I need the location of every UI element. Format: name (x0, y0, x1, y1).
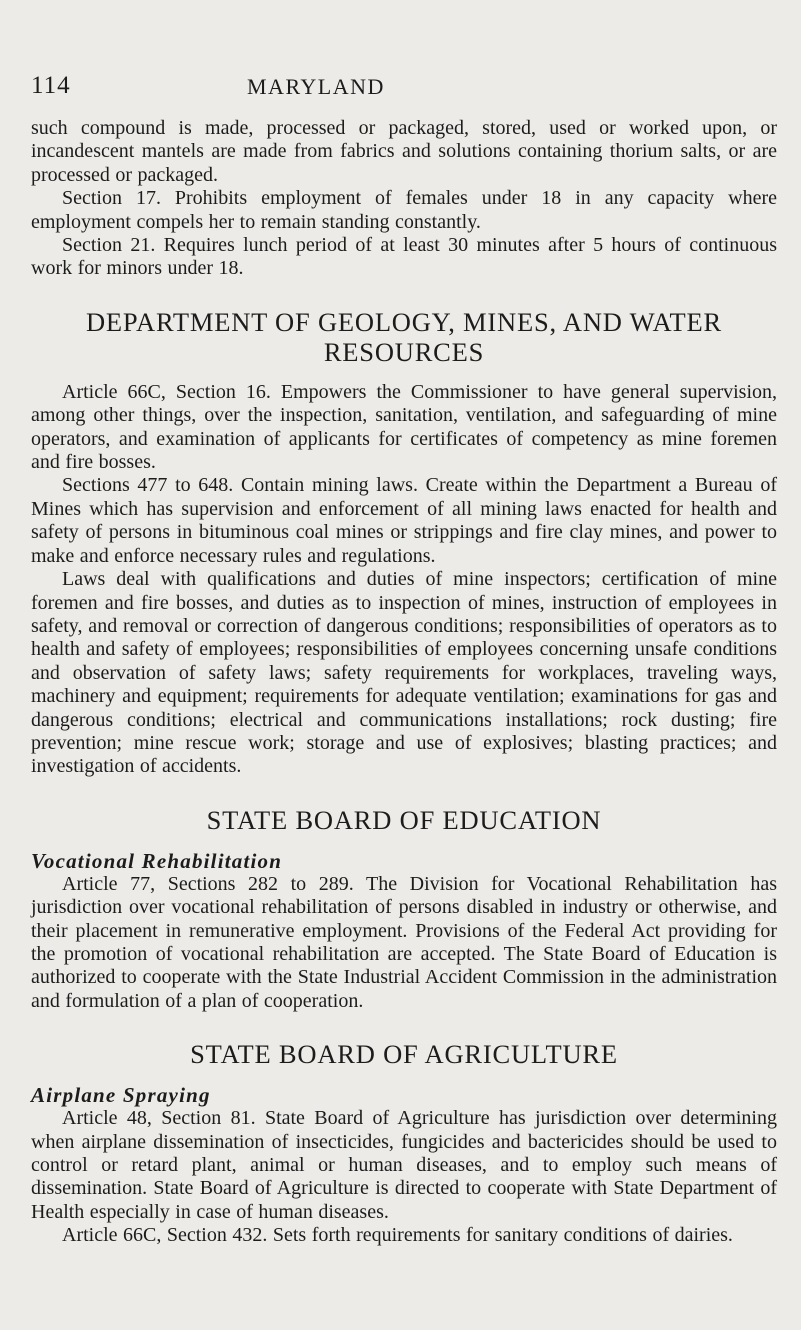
page-number: 114 (31, 72, 71, 99)
agriculture-paragraph-2: Article 66C, Section 432. Sets forth requirements for sanitary conditions of dairies. (62, 1224, 733, 1247)
running-head (31, 72, 775, 100)
education-paragraph-1: Article 77, Sections 282 to 289. The Division for Vocational Rehabilitation has jurisdiction over vocational rehabilitation of persons disabled in industry or otherwise, and their placement in remunerative employment. Provisions of the Federal Act providing for the promotion of vocational rehabilitation are accepted. The State Board of Education is authorized to cooperate with the State Industrial Accident Commission in the administration and formulation of a plan of cooperation. (31, 872, 777, 1012)
geology-heading-line1: DEPARTMENT OF GEOLOGY, MINES, AND WATER (86, 306, 722, 337)
spacer (31, 835, 777, 849)
agriculture-paragraph-1: Article 48, Section 81. State Board of Agriculture has jurisdiction over determining when airplane dissemination of insecticides, fungicides and bactericides should be used to control or retard plant, animal or human diseases, and to employ such means of dissemination. State Board of Agriculture is directed to cooperate with State Department of Health especially in case of human diseases. (31, 1107, 777, 1223)
spacer (31, 1069, 777, 1083)
body-text (31, 117, 777, 1248)
spacer (31, 779, 777, 805)
spacer (31, 1013, 777, 1039)
section-21-paragraph: Section 21. Requires lunch period of at least 30 minutes after 5 hours of continuous work for minors under 18. (31, 234, 777, 280)
geology-paragraph-2: Sections 477 to 648. Contain mining laws. Create within the Department a Bureau of Mines which has supervision and enforcement of all mining laws enacted for health and safety of persons in bituminous coal mines or strippings and fire clay mines, and power to make and enforce necessary rules and regulations. (31, 474, 777, 567)
education-subheading: Vocational Rehabilitation (31, 848, 283, 873)
geology-heading (31, 307, 777, 367)
section-17-paragraph: Section 17. Prohibits employment of females under 18 in any capacity where employment compels her to remain standing constantly. (31, 187, 777, 233)
geology-paragraph-3: Laws deal with qualifications and duties of mine inspectors; certification of mine foremen and fire bosses, and duties as to inspection of mines, instruction of employees in safety, and removal or correction of dangerous conditions; responsibilities of operators as to health and safety of employees; responsibilities of employees concerning unsafe conditions and observation of safety laws; safety requirements for workplaces, traveling ways, machinery and equipment; requirements for adequate ventilation; examinations for gas and dangerous conditions; electrical and communications installations; rock dusting; fire prevention; mine rescue work; storage and use of explosives; blasting practices; and investigation of accidents. (31, 568, 777, 778)
running-title: MARYLAND (247, 74, 385, 99)
education-heading: STATE BOARD OF EDUCATION (206, 804, 602, 835)
geology-paragraph-1: Article 66C, Section 16. Empowers the Commissioner to have general supervision, among other things, over the inspection, sanitation, ventilation, and safeguarding of mine operators, and examination of applicants for certificates of competency as mine foremen and fire bosses. (31, 380, 777, 474)
geology-heading-line2: RESOURCES (323, 336, 485, 367)
agriculture-heading: STATE BOARD OF AGRICULTURE (190, 1039, 618, 1070)
spacer (31, 367, 777, 381)
spacer (31, 281, 777, 307)
continuation-paragraph: such compound is made, processed or packaged, stored, used or worked upon, or incandescent mantels are made from fabrics and solutions containing thorium salts, or are processed or packaged. (31, 117, 777, 186)
agriculture-subheading: Airplane Spraying (31, 1083, 211, 1108)
